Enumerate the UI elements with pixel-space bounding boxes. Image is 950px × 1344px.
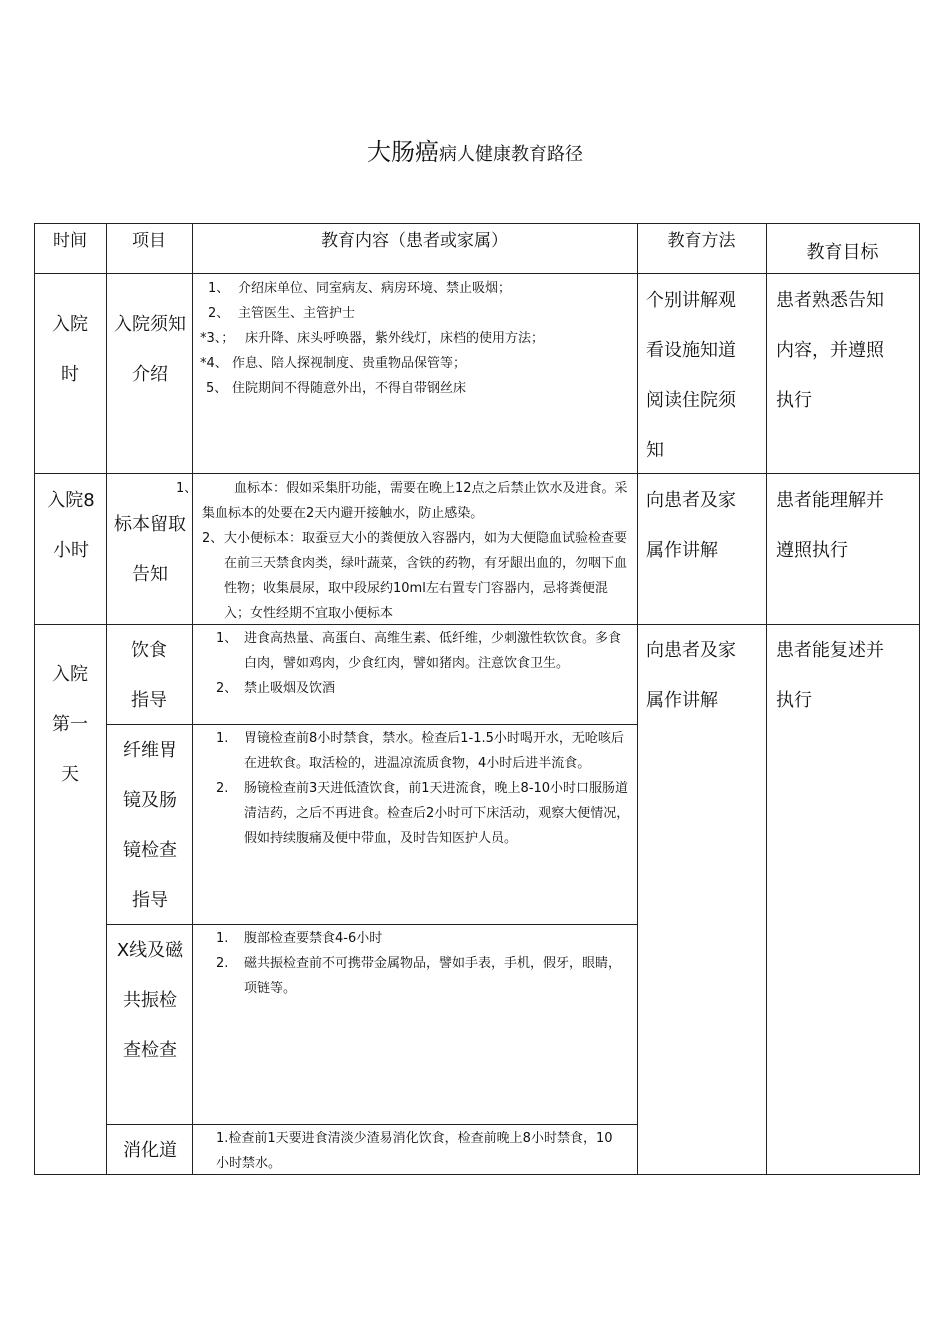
- list-item: [202, 326, 632, 351]
- col-divider: [637, 223, 638, 1175]
- list-item: [212, 726, 632, 776]
- list-number: 2、: [202, 531, 224, 546]
- goal-cell-admission: 患者熟悉告知内容，并遵照执行: [776, 290, 884, 411]
- list-text: 住院期间不得随意外出，不得自带钢丝床: [232, 381, 467, 396]
- item-cell-admission-notice: 入院须知介绍: [114, 314, 186, 385]
- content-cell-endoscopy: [212, 726, 632, 851]
- goal-cell-day1: 患者能复述并执行: [776, 640, 884, 711]
- content-cell-digestive: 1.检查前1天要进食清淡少渣易消化饮食，检查前晚上8小时禁食，10小时禁水。: [216, 1131, 613, 1171]
- subrow-divider: [106, 924, 638, 925]
- list-number: 2、: [208, 306, 230, 321]
- list-item: [202, 301, 632, 326]
- list-text: 磁共振检查前不可携带金属物品，譬如手表，手机，假牙，眼睛，项链等。: [244, 956, 622, 996]
- list-item: [202, 376, 632, 401]
- item-cell-xray-mri: X线及磁共振检查检查: [116, 940, 184, 1061]
- col-divider: [192, 223, 193, 1175]
- subrow-divider: [106, 724, 638, 725]
- header-time: 时间: [53, 231, 87, 251]
- header-goal: 教育目标: [806, 242, 879, 263]
- page-title: [0, 132, 950, 167]
- list-text: 主管医生、主管护士: [238, 306, 356, 321]
- time-cell-day1: 入院第一天: [52, 664, 88, 785]
- list-text: 禁止吸烟及饮酒: [244, 681, 336, 696]
- item-cell-diet: 饮食指导: [131, 640, 167, 711]
- list-item: [202, 276, 632, 301]
- list-text: 床升降、床头呼唤器，紫外线灯，床档的使用方法；: [245, 331, 545, 346]
- list-number: 1、: [216, 631, 238, 646]
- list-item: [212, 776, 632, 851]
- header-method: 教育方法: [667, 231, 736, 251]
- list-item: [212, 926, 632, 951]
- list-text: 腹部检查要禁食4-6小时: [244, 931, 383, 946]
- content-cell-specimen: [176, 476, 632, 626]
- time-cell-8h: 入院8小时: [47, 490, 95, 561]
- method-cell-day1: 向患者及家属作讲解: [646, 640, 736, 711]
- list-item: [202, 351, 632, 376]
- list-number: 1.: [216, 731, 229, 746]
- list-number: 1.: [216, 931, 229, 946]
- table-border-right: [919, 223, 920, 1175]
- header-content: 教育内容（患者或家属）: [321, 231, 508, 251]
- table-border-top: [34, 223, 920, 224]
- item-cell-digestive: 消化道: [123, 1140, 177, 1161]
- item-cell-specimen: 标本留取告知: [114, 514, 186, 585]
- time-cell-admission: 入院时: [52, 314, 88, 385]
- row-divider: [34, 273, 920, 274]
- method-cell-admission: 个别讲解观看设施知道阅读住院须知: [646, 290, 736, 461]
- list-text: 血标本：假如采集肝功能，需要在晚上12点之后禁止饮水及进食。采集血标本的处要在2天内避开接触水，防止感染。: [202, 481, 628, 521]
- subrow-divider: [106, 1124, 638, 1125]
- list-number: 2、: [216, 681, 238, 696]
- list-item: [212, 676, 632, 701]
- content-cell-xray-mri: [212, 926, 632, 1001]
- list-text: 胃镜检查前8小时禁食，禁水。检查后1-1.5小时喝开水，无呛咳后在进软食。取活检的，进温凉流质食物，4小时后进半流食。: [244, 731, 624, 771]
- table-border-left: [34, 223, 35, 1175]
- col-divider: [106, 223, 107, 1175]
- list-item: [212, 626, 632, 676]
- list-number: 2.: [216, 956, 229, 971]
- list-number: *4、: [200, 356, 228, 371]
- col-divider: [766, 223, 767, 1175]
- list-number: 2.: [216, 781, 229, 796]
- list-text: 介绍床单位、同室病友、病房环境、禁止吸烟；: [238, 281, 512, 296]
- list-item: [176, 476, 632, 526]
- content-cell-diet: [212, 626, 632, 701]
- row-divider: [34, 473, 920, 474]
- list-number: 5、: [206, 381, 228, 396]
- list-item: [202, 526, 632, 626]
- header-item: 项目: [132, 231, 166, 251]
- list-text: 进食高热量、高蛋白、高维生素、低纤维，少刺激性软饮食。多食白肉，譬如鸡肉，少食红肉，譬如猪肉。注意饮食卫生。: [244, 631, 622, 671]
- list-item: [212, 951, 632, 1001]
- list-number: *3、；: [200, 331, 235, 346]
- title-main: 大肠癌: [367, 138, 439, 166]
- goal-cell-specimen: 患者能理解并遵照执行: [776, 490, 884, 561]
- list-text: 大小便标本：取蚕豆大小的粪便放入容器内，如为大便隐血试验检查要在前三天禁食肉类，绿叶蔬菜，含铁的药物，有牙龈出血的，勿咽下血性物；收集晨尿，取中段尿约10ml左右置专门容器内，忌将粪便混入；女性经期不宜取小便标本: [224, 531, 628, 621]
- list-number: 1、: [176, 481, 198, 496]
- content-cell-admission: [202, 276, 632, 401]
- item-cell-endoscopy: 纤维胃镜及肠镜检查指导: [123, 740, 177, 911]
- list-text: 肠镜检查前3天进低渣饮食，前1天进流食，晚上8-10小时口服肠道清洁药，之后不再进食。检查后2小时可下床活动，观察大便情况，假如持续腹痛及便中带血，及时告知医护人员。: [244, 781, 630, 846]
- method-cell-specimen: 向患者及家属作讲解: [646, 490, 736, 561]
- title-sub: 病人健康教育路径: [439, 144, 583, 165]
- list-number: 1、: [208, 281, 230, 296]
- list-text: 作息、陪人探视制度、贵重物品保管等；: [232, 356, 467, 371]
